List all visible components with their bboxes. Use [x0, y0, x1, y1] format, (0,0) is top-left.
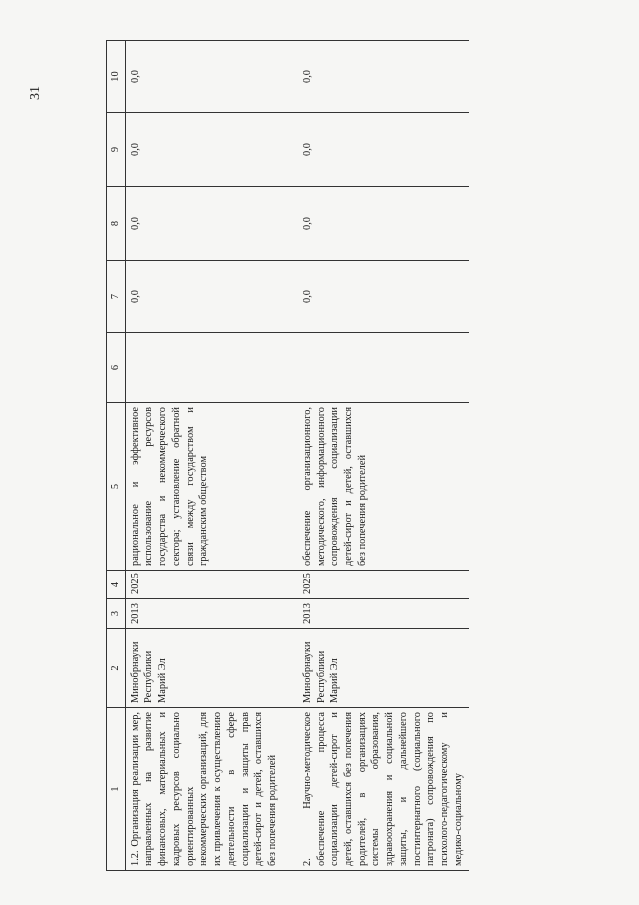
header-col-7: 7 [107, 261, 126, 333]
header-col-4: 4 [107, 571, 126, 599]
value-col-8: 0,0 [125, 187, 298, 261]
header-col-5: 5 [107, 403, 126, 571]
executor: Минобрнауки Республики Марий Эл [125, 629, 298, 708]
table-row [298, 41, 469, 871]
value-col-7: 0,0 [125, 261, 298, 333]
header-col-2: 2 [107, 629, 126, 708]
header-row [107, 41, 126, 871]
header-col-6: 6 [107, 333, 126, 403]
start-year: 2013 [298, 599, 469, 629]
header-col-10: 10 [107, 41, 126, 113]
table-row [125, 41, 298, 871]
expected-result: рациональное и эффективное использование ресурсов государства и некоммерческого сектора; установление обратной связи между государством и гражданским обществом [125, 403, 298, 571]
start-year: 2013 [125, 599, 298, 629]
value-col-7: 0,0 [298, 261, 469, 333]
program-table [106, 40, 469, 871]
end-year: 2025 [125, 571, 298, 599]
expected-result: обеспечение организационного, методического, информационного сопровождения социализации детей-сирот и детей, оставшихся без попечения родителей [298, 403, 469, 571]
header-col-1: 1 [107, 708, 126, 871]
value-col-10: 0,0 [125, 41, 298, 113]
value-col-9: 0,0 [298, 113, 469, 187]
header-col-8: 8 [107, 187, 126, 261]
value-col-8: 0,0 [298, 187, 469, 261]
header-col-9: 9 [107, 113, 126, 187]
col-6-cell [298, 333, 469, 403]
measure-name: 1.2. Организация реализации мер, направленных на развитие финансовых, материальных и кадровых ресурсов социально ориентированных некоммерческих организаций, для их привлечения к осуществлению деятельности в сфере социализации и защиты прав детей-сирот и детей, оставшихся без попечения родителей [125, 708, 298, 871]
col-6-cell [125, 333, 298, 403]
value-col-10: 0,0 [298, 41, 469, 113]
executor: Минобрнауки Республики Марий Эл [298, 629, 469, 708]
end-year: 2025 [298, 571, 469, 599]
header-col-3: 3 [107, 599, 126, 629]
page-number: 31 [28, 86, 43, 100]
measure-name: 2. Научно-методическое обеспечение процесса социализации детей-сирот и детей, оставшихся без попечения родителей, в организациях системы образования, здравоохранения и социальной защиты, и дальнейшего постинтернатного (социального патроната) сопровождения по психолого-педагогическому и медико-социальному [298, 708, 469, 871]
value-col-9: 0,0 [125, 113, 298, 187]
